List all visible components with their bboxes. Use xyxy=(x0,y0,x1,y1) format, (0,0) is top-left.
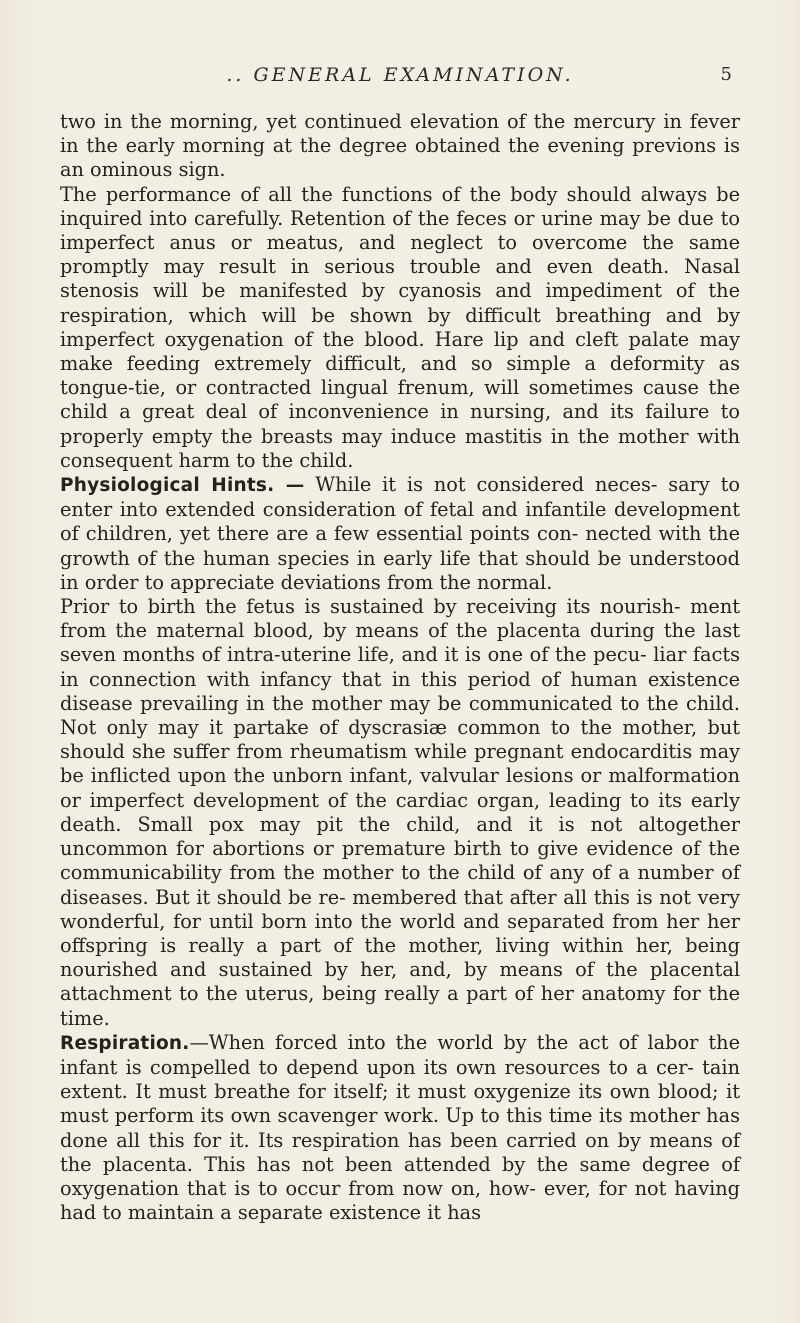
paragraph-respiration xyxy=(60,1031,740,1226)
paragraph-text: —When forced into the world by the act of labor the infant is compelled to depend upon its own resources to a cer- tain extent. It must breathe for itself; it must oxygenize its own blood; it must perform its own scavenger work. Up to this time its mother has done all this for it. Its respiration has been carried on by means of the placenta. This has not been attended by the same degree of oxygenation that is to occur from now on, how- ever, for not having had to maintain a separate existence it has xyxy=(60,1030,740,1225)
section-heading-respiration: Respiration. xyxy=(60,1032,190,1054)
section-heading-physiological-hints: Physiological Hints. — xyxy=(60,475,305,497)
running-head xyxy=(60,64,740,92)
paragraph-text: While it is not considered neces- sary to enter into extended consideration of fetal and infantile development of children, yet there are a few essential points con- nected with the growth of the human species in early life that should be understood in order to appreciate deviations from the normal. xyxy=(60,473,740,594)
paragraph-text: two in the morning, yet continued elevation of the mercury in fever in the early morning at the degree obtained the evening previons is an ominous sign. xyxy=(60,110,740,182)
paragraph-continuation xyxy=(60,110,740,183)
paragraph-functions xyxy=(60,183,740,473)
chapter-title: .. GENERAL EXAMINATION. xyxy=(226,64,574,86)
page-number: 5 xyxy=(720,64,732,85)
paragraph-text: The performance of all the functions of the body should always be inquired into carefully. Retention of the feces or urine may be due to imperfect anus or meatus, and neglect to overcome the same promptly may result in serious trouble and even death. Nasal stenosis will be manifested by cyanosis and impediment of the respiration, which will be shown by difficult breathing and by imperfect oxygenation of the blood. Hare lip and cleft palate may make feeding extremely difficult, and so simple a deformity as tongue-tie, or contracted lingual frenum, will sometimes cause the child a great deal of inconvenience in nursing, and its failure to properly empty the breasts may induce mastitis in the mother with consequent harm to the child. xyxy=(60,182,740,472)
paragraph-prior-to-birth xyxy=(60,595,740,1031)
paragraph-text: Prior to birth the fetus is sustained by receiving its nourish- ment from the maternal blood, by means of the placenta during the last seven months of intra-uterine life, and it is one of the pecu- liar facts in connection with infancy that in this period of human existence disease prevailing in the mother may be communicated to the child. Not only may it partake of dyscrasiæ common to the mother, but should she suffer from rheumatism while pregnant endocarditis may be inflicted upon the unborn infant, valvular lesions or malformation or imperfect development of the cardiac organ, leading to its early death. Small pox may pit the child, and it is not altogether uncommon for abortions or premature birth to give evidence of the communicability from the mother to the child of any of a number of diseases. But it should be re- membered that after all this is not very wonderful, for until born into the world and separated from her her offspring is really a part of the mother, living within her, being nourished and sustained by her, and, by means of the placental attachment to the uterus, being really a part of her anatomy for the time. xyxy=(60,595,740,1030)
body-text xyxy=(60,110,740,1225)
paragraph-physiological-hints xyxy=(60,473,740,595)
